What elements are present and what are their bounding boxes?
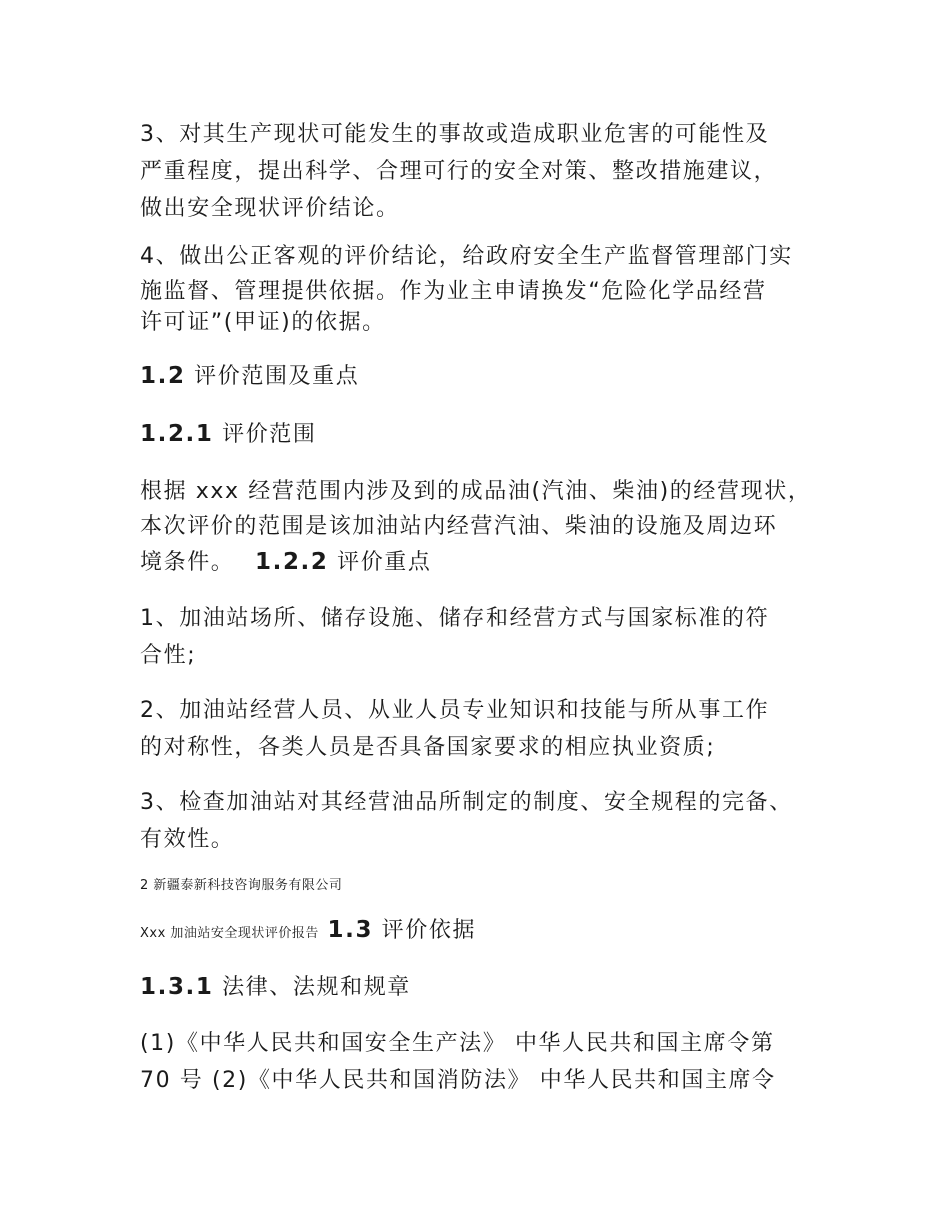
point1-line1: 1、加油站场所、储存设施、储存和经营方式与国家标准的符 [140, 606, 770, 631]
scope-line2: 本次评价的范围是该加油站内经营汽油、柴油的设施及周边环 [140, 514, 778, 539]
law-line1: (1)《中华人民共和国安全生产法》 中华人民共和国主席令第 [140, 1031, 775, 1056]
section-number: 1.2.1 [140, 421, 214, 447]
section-title: 评价重点 [337, 550, 432, 575]
item3-line1: 3、对其生产现状可能发生的事故或造成职业危害的可能性及 [140, 122, 770, 147]
point3-line1: 3、检查加油站对其经营油品所制定的制度、安全规程的完备、 [140, 790, 793, 815]
scope-line1: 根据 xxx 经营范围内涉及到的成品油(汽油、柴油)的经营现状， [140, 479, 812, 504]
page-header: Xxx 加油站安全现状评价报告 [140, 926, 319, 941]
section-number: 1.2 [140, 363, 186, 389]
section-title: 法律、法规和规章 [222, 975, 411, 1000]
item4-line1: 4、做出公正客观的评价结论，给政府安全生产监督管理部门实 [140, 244, 793, 269]
header-and-section-1-3 [140, 915, 476, 946]
page-footer: 2 新疆泰新科技咨询服务有限公司 [140, 878, 343, 893]
item4-line2: 施监督、管理提供依据。作为业主申请换发“危险化学品经营 [140, 279, 767, 304]
scope-line3 [140, 547, 432, 578]
point1-line2: 合性; [140, 643, 197, 668]
item3-line3: 做出安全现状评价结论。 [140, 196, 400, 221]
law-line2: 70 号 (2)《中华人民共和国消防法》 中华人民共和国主席令 [140, 1068, 776, 1093]
point3-line2: 有效性。 [140, 827, 235, 852]
section-title: 评价范围及重点 [194, 364, 360, 389]
section-heading-1-2 [140, 361, 359, 392]
scope-text: 境条件。 [140, 550, 235, 575]
section-title: 评价范围 [222, 422, 317, 447]
section-title: 评价依据 [381, 918, 477, 943]
section-number: 1.3.1 [140, 974, 214, 1000]
point2-line1: 2、加油站经营人员、从业人员专业知识和技能与所从事工作 [140, 698, 770, 723]
point2-line2: 的对称性，各类人员是否具备国家要求的相应执业资质; [140, 735, 716, 760]
item3-line2: 严重程度，提出科学、合理可行的安全对策、整改措施建议， [140, 159, 778, 184]
section-number: 1.3 [327, 917, 374, 943]
section-heading-1-2-1 [140, 419, 317, 450]
section-heading-1-3-1 [140, 972, 411, 1003]
item4-line3: 许可证”(甲证)的依据。 [140, 310, 386, 335]
section-number: 1.2.2 [255, 549, 329, 575]
